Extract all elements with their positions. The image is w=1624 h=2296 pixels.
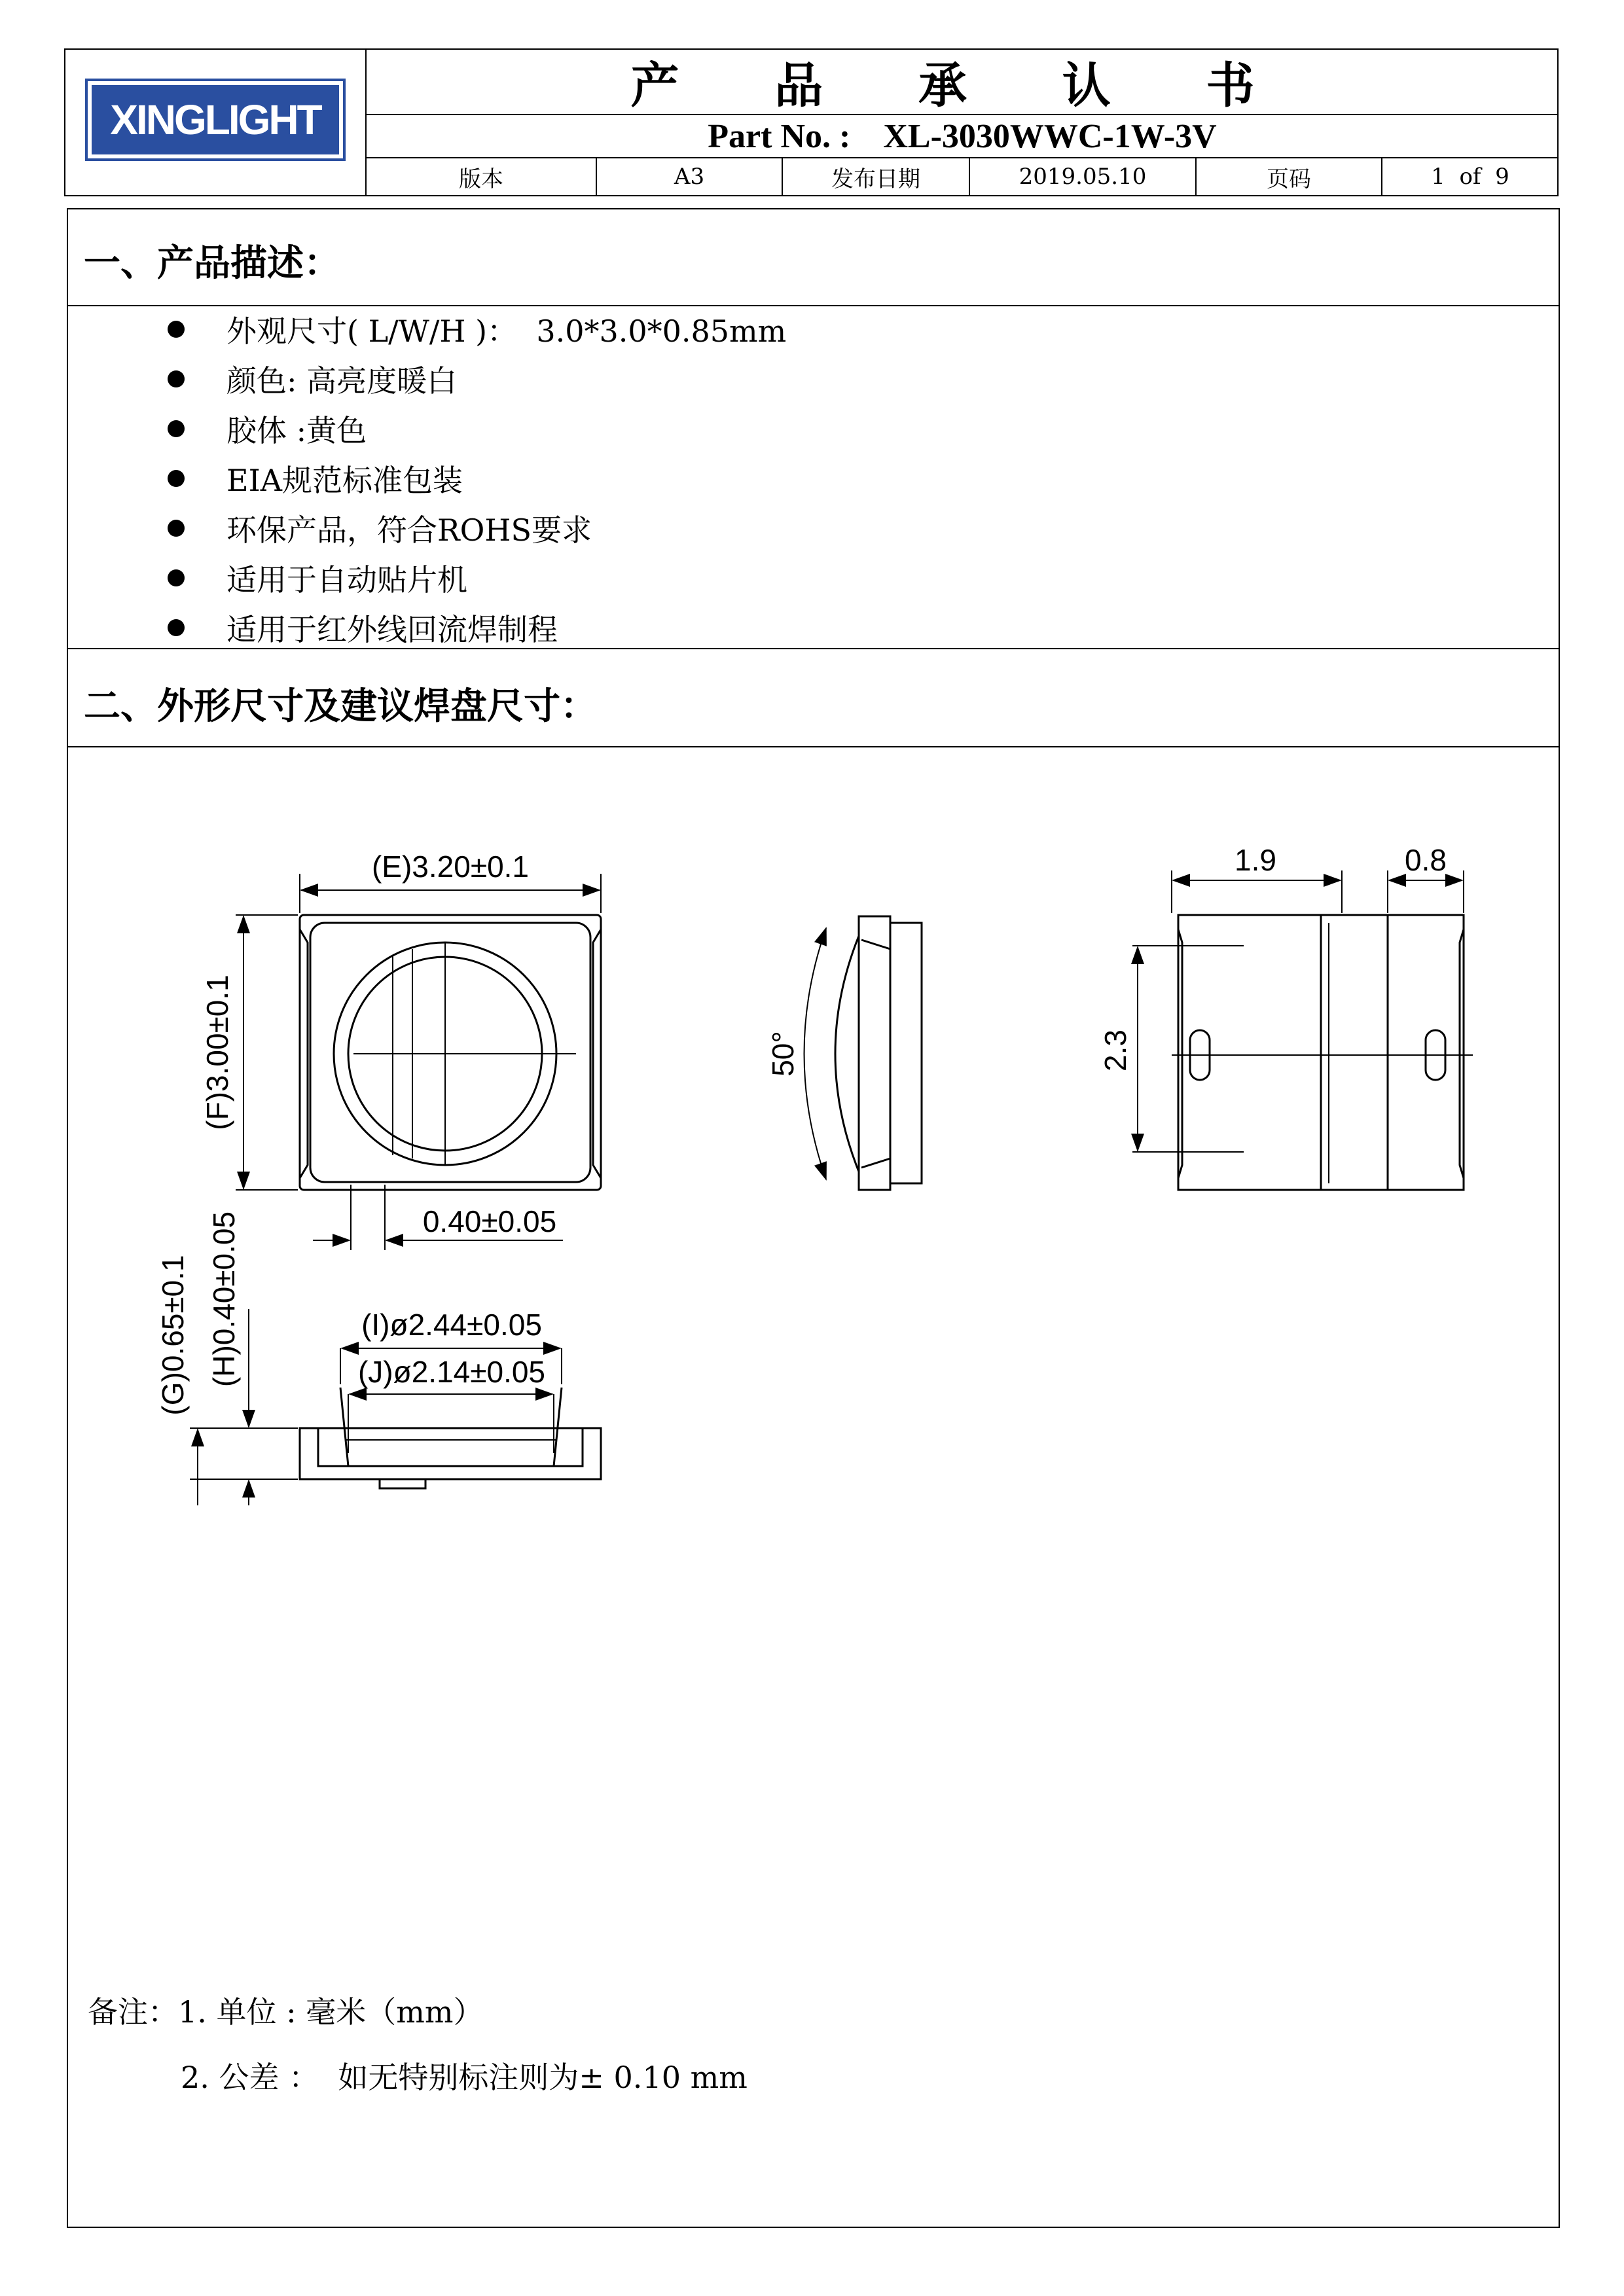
company-logo: XINGLIGHT	[88, 81, 343, 158]
dim-label-pad-w1: 1.9	[1235, 843, 1276, 877]
note-tolerance: 2. 公差 ： 如无特别标注则为± 0.10 mm	[181, 2060, 748, 2095]
top-view	[300, 915, 601, 1190]
list-item: 适用于自动贴片机	[168, 553, 786, 603]
version-label: 版本	[459, 166, 503, 192]
page-label: 页码	[1267, 166, 1311, 192]
dim-label-angle: 50°	[766, 1031, 800, 1077]
note-units: 备注：1. 单位 : 毫米（mm）	[88, 1994, 484, 2030]
dim-label-j: (J)ø2.14±0.05	[357, 1355, 546, 1389]
list-item: 颜色: 高亮度暖白	[168, 354, 786, 404]
dim-label-g: (G)0.65±0.1	[156, 1255, 190, 1416]
dim-label-i: (I)ø2.44±0.05	[361, 1308, 542, 1342]
version-value: A3	[674, 164, 705, 190]
dim-label-pad-h: 2.3	[1098, 1030, 1132, 1071]
section-title-description: 一、产品描述：	[84, 242, 340, 285]
list-item: 胶体 :黄色	[168, 404, 786, 454]
list-item: 适用于红外线回流焊制程	[168, 603, 786, 653]
page-value: 1 of 9	[1431, 164, 1509, 190]
dim-label-e: (E)3.20±0.1	[371, 850, 530, 884]
date-label: 发布日期	[831, 166, 920, 192]
bottom-view	[1172, 915, 1473, 1190]
side-view	[804, 916, 922, 1190]
part-number: XL-3030WWC-1W-3V	[883, 117, 1217, 155]
part-label: Part No. :	[708, 117, 851, 155]
list-item: EIA规范标准包装	[168, 454, 786, 503]
list-item: 环保产品，符合ROHS要求	[168, 503, 786, 553]
dim-label-pad-width: 0.40±0.05	[422, 1204, 557, 1238]
list-item: 外观尺寸( L/W/H )： 3.0*3.0*0.85mm	[168, 304, 786, 354]
dim-label-f: (F)3.00±0.1	[200, 975, 234, 1130]
document-title: 产 品 承 认 书	[630, 58, 1294, 114]
section-title-dimensions: 二、外形尺寸及建议焊盘尺寸：	[84, 685, 597, 728]
date-value: 2019.05.10	[1019, 164, 1147, 190]
cross-section-view	[300, 1388, 601, 1488]
dim-label-h: (H)0.40±0.05	[207, 1211, 241, 1388]
dim-label-pad-w2: 0.8	[1405, 843, 1447, 877]
